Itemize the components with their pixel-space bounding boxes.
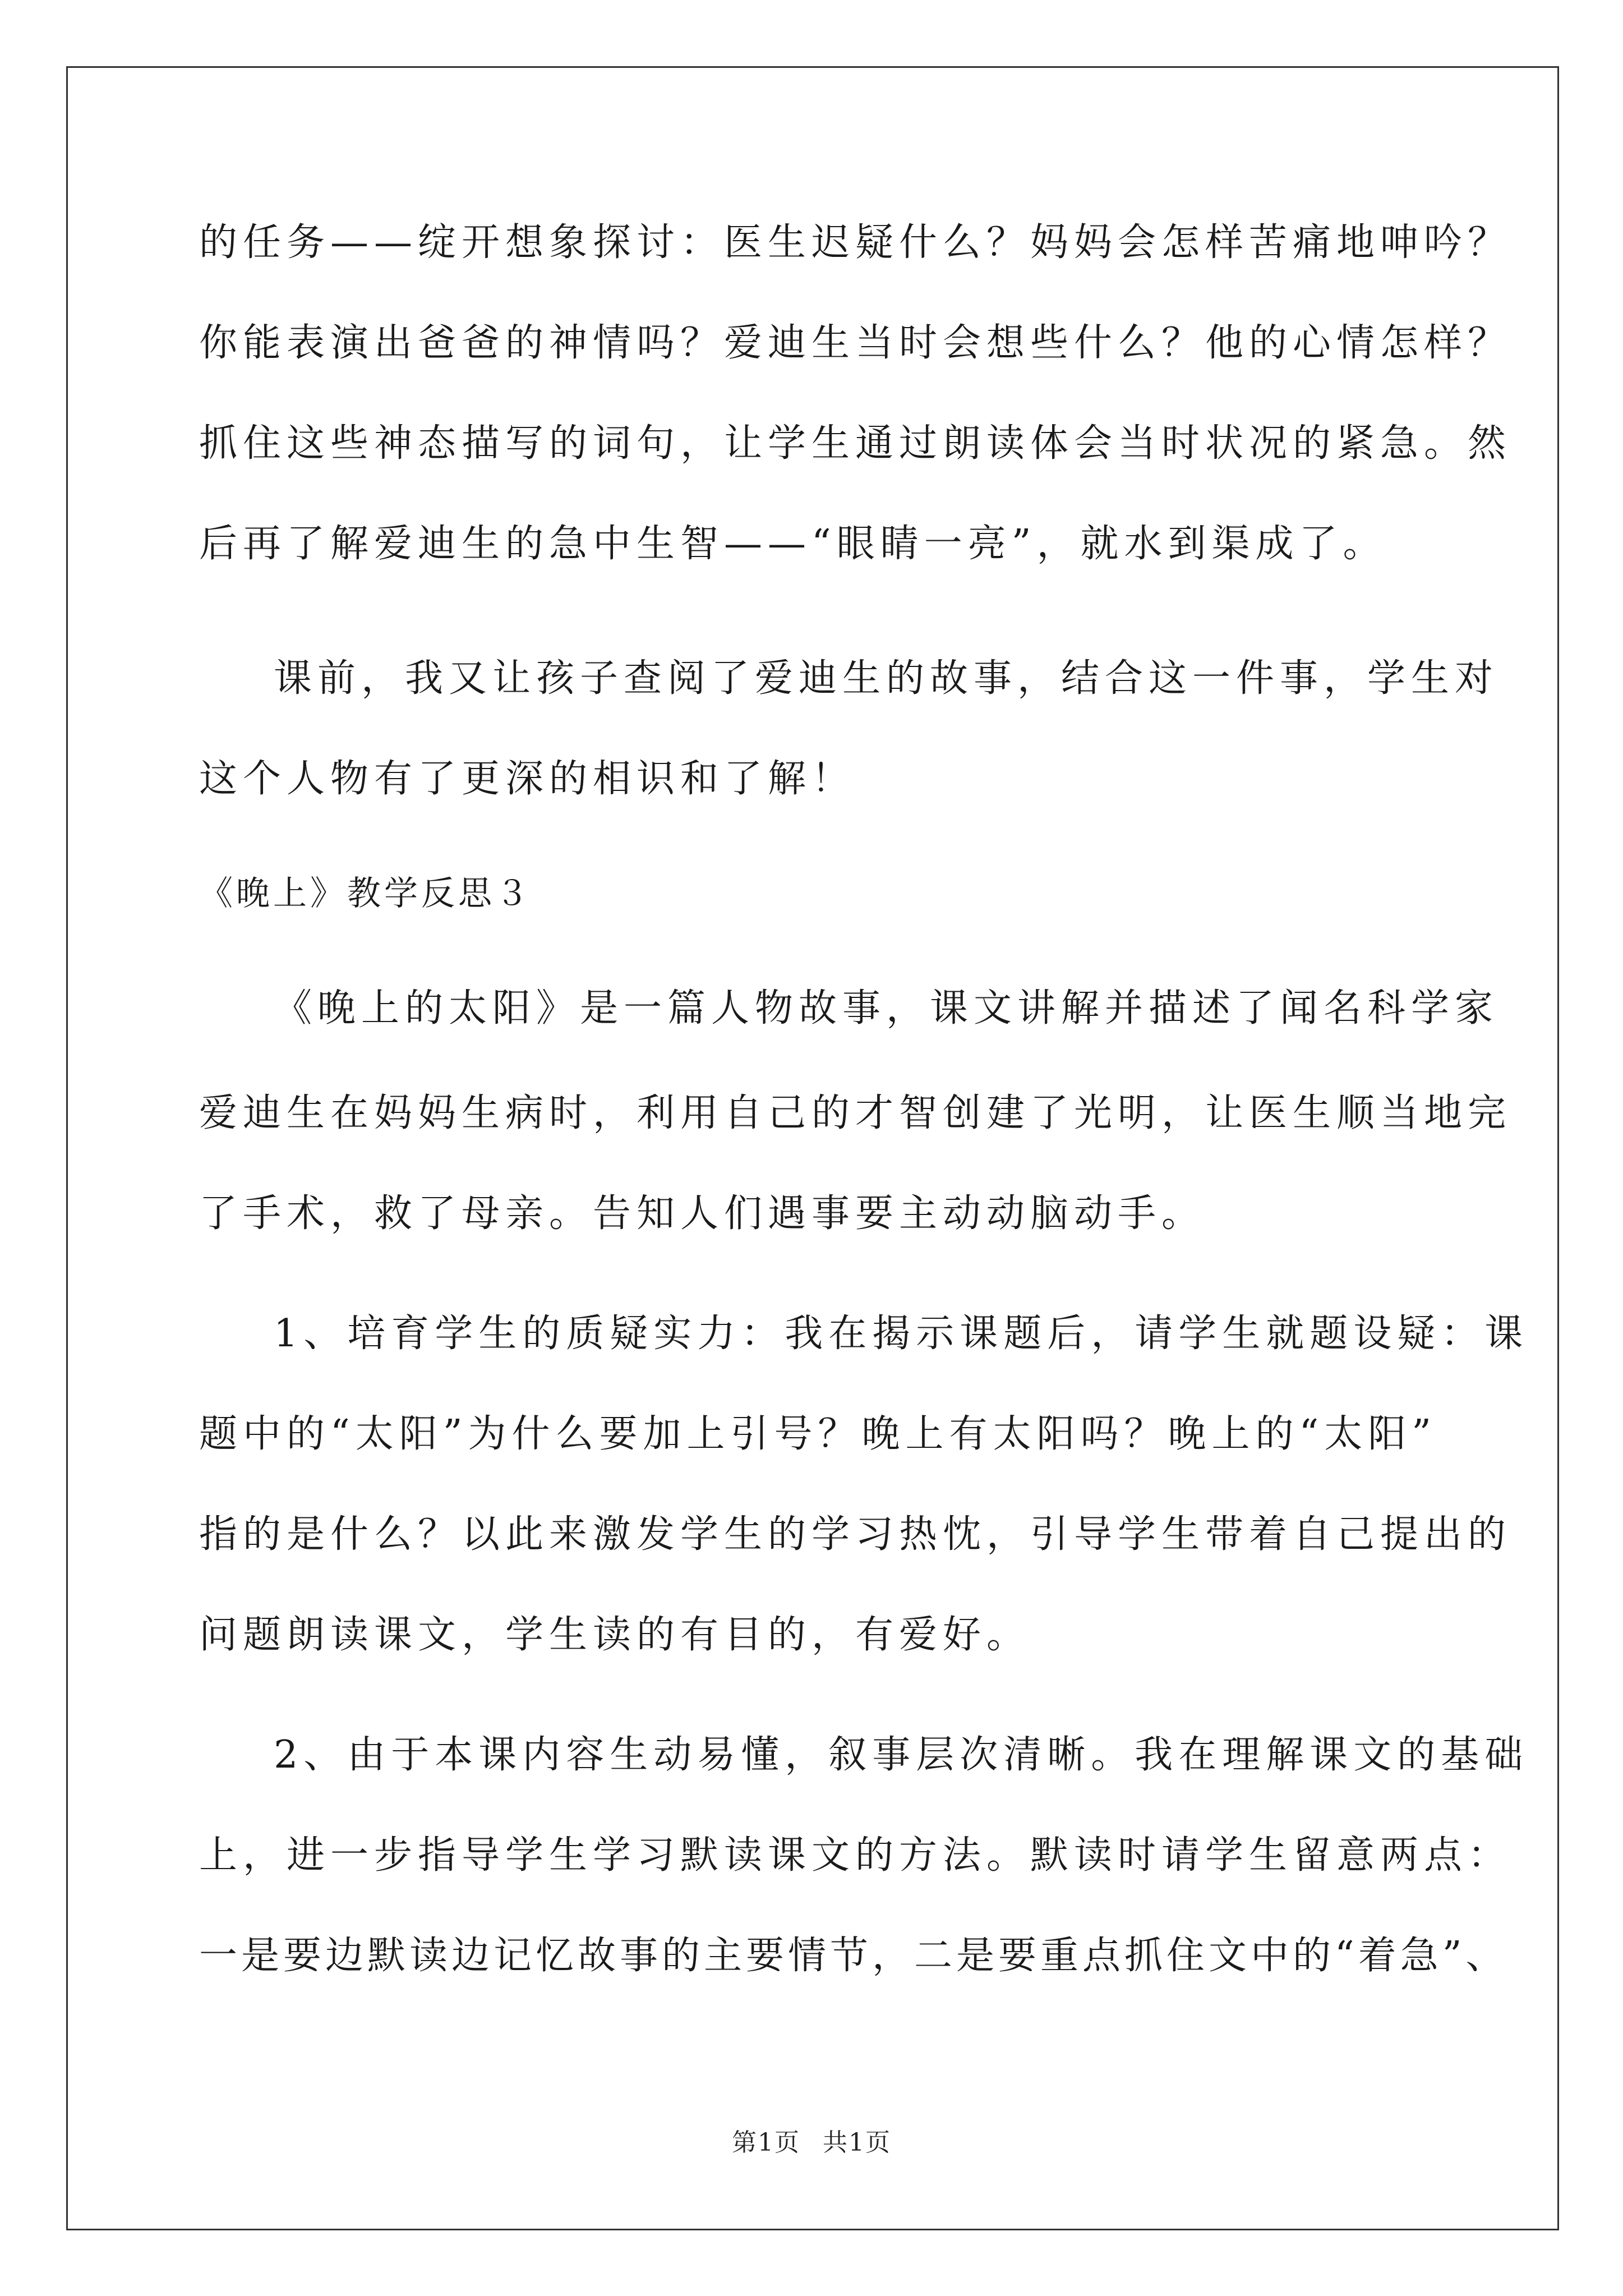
text-line: 了手术，救了母亲。告知人们遇事要主动动脑动手。 (199, 1191, 1206, 1236)
page-frame (66, 66, 1559, 2230)
page-total: 共1页 (823, 2128, 891, 2157)
text-line: 课前，我又让孩子查阅了爱迪生的故事，结合这一件事，学生对 (274, 656, 1499, 701)
text-line: 你能表演出爸爸的神情吗？爱迪生当时会想些什么？他的心情怎样？ (199, 321, 1512, 365)
page-footer (0, 2126, 1623, 2160)
text-line: 《晚上的太阳》是一篇人物故事，课文讲解并描述了闻名科学家 (274, 986, 1499, 1030)
text-line: 的任务——绽开想象探讨：医生迟疑什么？妈妈会怎样苦痛地呻吟？ (199, 220, 1512, 265)
text-line: 爱迪生在妈妈生病时，利用自己的才智创建了光明，让医生顺当地完 (199, 1091, 1512, 1135)
text-line: 上，进一步指导学生学习默读课文的方法。默读时请学生留意两点： (199, 1833, 1512, 1878)
text-line: 指的是什么？以此来激发学生的学习热忱，引导学生带着自己提出的 (199, 1512, 1512, 1557)
text-line: 题中的“太阳”为什么要加上引号？晚上有太阳吗？晚上的“太阳” (199, 1412, 1437, 1456)
text-line: 一是要边默读边记忆故事的主要情节，二是要重点抓住文中的“着急”、 (199, 1934, 1508, 1978)
text-line: 2、由于本课内容生动易懂，叙事层次清晰。我在理解课文的基础 (274, 1733, 1529, 1777)
text-line: 抓住这些神态描写的词句，让学生通过朗读体会当时状况的紧急。然 (199, 421, 1512, 466)
text-line: 1、培育学生的质疑实力：我在揭示课题后，请学生就题设疑：课 (274, 1312, 1529, 1356)
text-line: 这个人物有了更深的相识和了解！ (199, 757, 856, 801)
page-number: 第1页 (732, 2128, 800, 2157)
section-heading: 《晚上》教学反思３ (199, 874, 532, 913)
text-line: 问题朗读课文，学生读的有目的，有爱好。 (199, 1613, 1031, 1657)
text-line: 后再了解爱迪生的急中生智——“眼睛一亮”，就水到渠成了。 (199, 522, 1387, 566)
